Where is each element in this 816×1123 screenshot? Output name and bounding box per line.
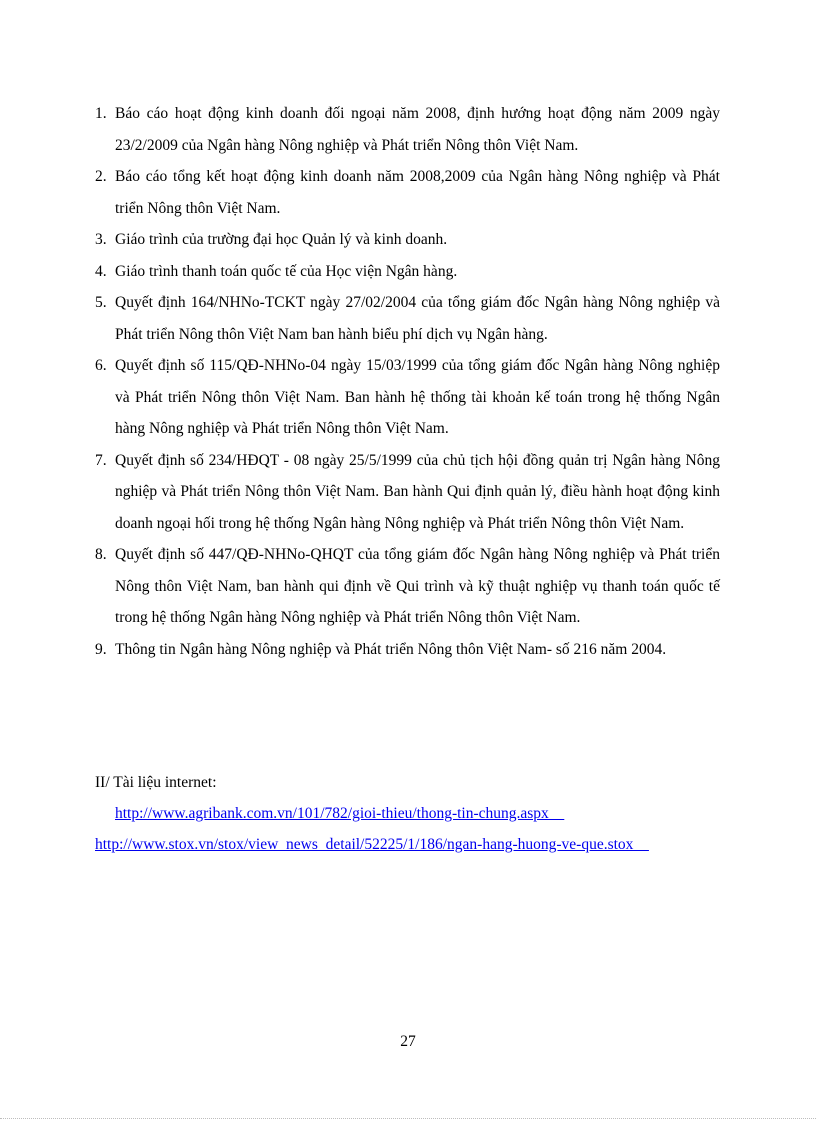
reference-number: 8. xyxy=(95,546,107,563)
reference-number: 9. xyxy=(95,640,107,658)
reference-list xyxy=(95,98,720,665)
reference-item-2 xyxy=(95,161,720,224)
page-bottom-divider xyxy=(0,1118,816,1119)
reference-text: Quyết định số 234/HĐQT - 08 ngày 25/5/1999 của chủ tịch hội đồng quản trị Ngân hàng Nông nghiệp và Phát triển Nông thôn Việt Nam. Ban hành Qui định quản lý, điều hành hoạt động kinh doanh ngoại hối trong hệ thống Ngân hàng Nông nghiệp và Phát triển Nông thôn Việt Nam. xyxy=(115,451,720,532)
reference-item-9 xyxy=(95,634,720,666)
reference-item-6 xyxy=(95,350,720,445)
reference-item-8 xyxy=(95,539,720,634)
reference-number: 1. xyxy=(95,105,107,122)
reference-item-1 xyxy=(95,98,720,161)
reference-item-3 xyxy=(95,224,720,256)
internet-section-title: II/ Tài liệu internet: xyxy=(95,774,217,791)
reference-text: Quyết định số 447/QĐ-NHNo-QHQT của tổng giám đốc Ngân hàng Nông nghiệp và Phát triển Nông thôn Việt Nam, ban hành qui định về Qui trình và kỹ thuật nghiệp vụ thanh toán quốc tế trong hệ thống Ngân hàng Nông nghiệp và Phát triển Nông thôn Việt Nam. xyxy=(115,546,720,626)
agribank-link[interactable]: http://www.agribank.com.vn/101/782/gioi-thieu/thong-tin-chung.aspx xyxy=(115,805,565,822)
reference-text: Quyết định 164/NHNo-TCKT ngày 27/02/2004 của tổng giám đốc Ngân hàng Nông nghiệp và Phát triển Nông thôn Việt Nam ban hành biểu phí dịch vụ Ngân hàng. xyxy=(115,294,720,343)
stox-link[interactable]: http://www.stox.vn/stox/view_news_detail/52225/1/186/ngan-hang-huong-ve-que.stox xyxy=(95,836,649,853)
reference-item-4 xyxy=(95,256,720,288)
reference-number: 4. xyxy=(95,262,107,280)
reference-text: Thông tin Ngân hàng Nông nghiệp và Phát triển Nông thôn Việt Nam- số 216 năm 2004. xyxy=(115,640,667,658)
reference-item-7 xyxy=(95,445,720,540)
reference-number: 7. xyxy=(95,451,107,469)
reference-text: Báo cáo hoạt động kinh doanh đối ngoại năm 2008, định hướng hoạt động năm 2009 ngày 23/2/2009 của Ngân hàng Nông nghiệp và Phát triển Nông thôn Việt Nam. xyxy=(115,105,720,154)
reference-number: 3. xyxy=(95,231,107,248)
reference-number: 2. xyxy=(95,168,107,185)
reference-number: 5. xyxy=(95,294,107,311)
reference-item-5 xyxy=(95,287,720,350)
reference-text: Quyết định số 115/QĐ-NHNo-04 ngày 15/03/1999 của tổng giám đốc Ngân hàng Nông nghiệp và Phát triển Nông thôn Việt Nam. Ban hành hệ thống tài khoản kế toán trong hệ thống Ngân hàng Nông nghiệp và Phát triển Nông thôn Việt Nam. xyxy=(115,357,720,437)
reference-text: Giáo trình của trường đại học Quản lý và kinh doanh. xyxy=(115,231,448,248)
reference-number: 6. xyxy=(95,357,107,374)
page-number: 27 xyxy=(400,1033,416,1050)
reference-text: Báo cáo tổng kết hoạt động kinh doanh năm 2008,2009 của Ngân hàng Nông nghiệp và Phát triển Nông thôn Việt Nam. xyxy=(115,168,720,217)
reference-text: Giáo trình thanh toán quốc tế của Học viện Ngân hàng. xyxy=(115,262,458,280)
